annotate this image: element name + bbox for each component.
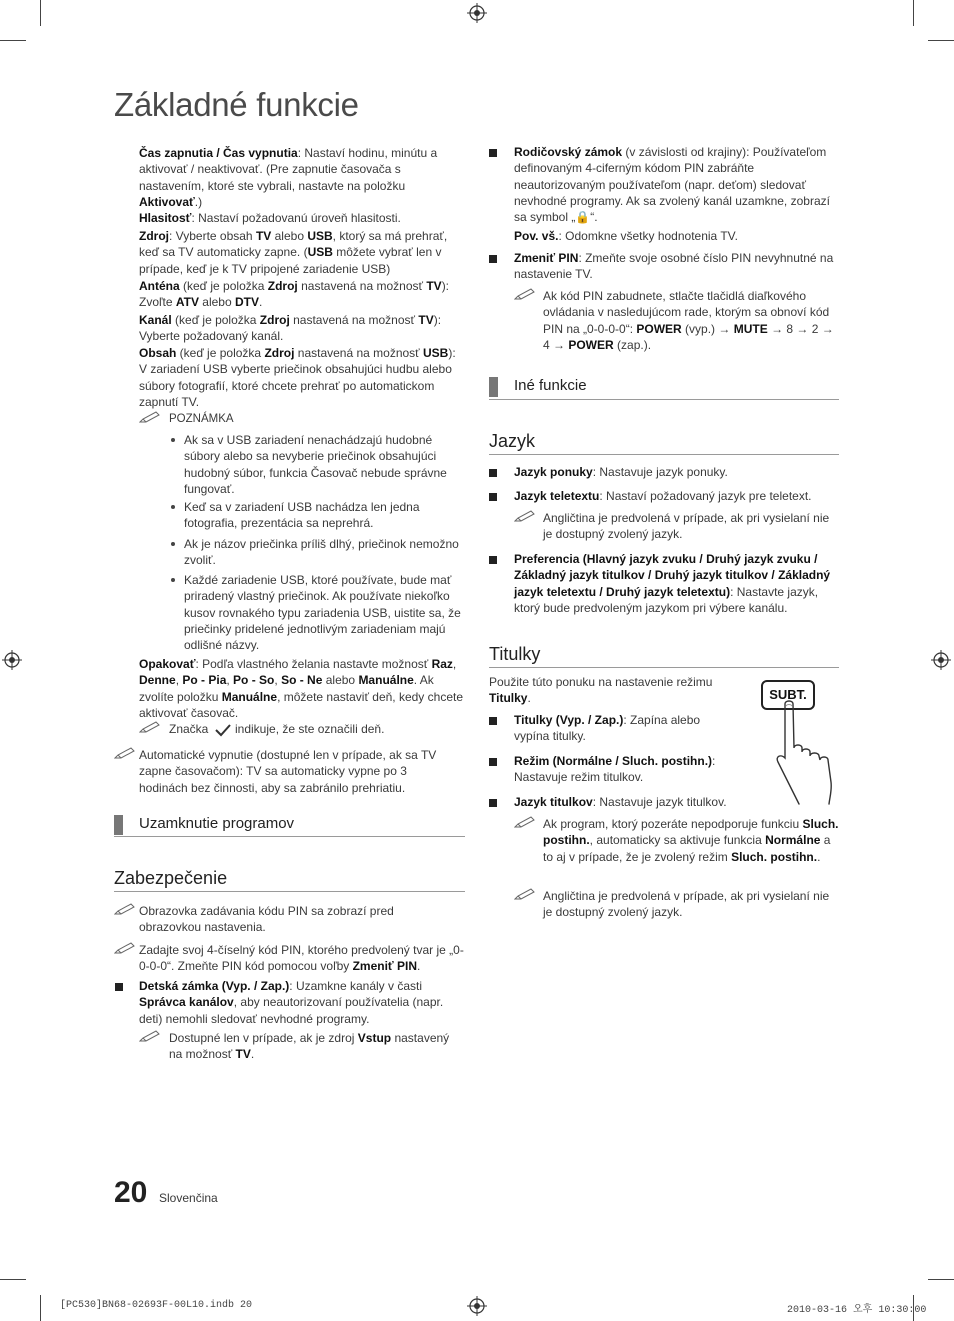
section-rule xyxy=(114,836,465,837)
bullet-dot xyxy=(171,542,175,546)
contents-text: Obsah (keď je položka Zdroj nastavená na možnosť USB): V zariadení USB vyberte priečinok obsahujúci hudbu alebo súbory fotografií, ktoré chcete prehrať po automatickom zapnutí TV. xyxy=(139,346,456,409)
registration-mark-icon xyxy=(467,3,487,23)
note-bullet: Každé zariadenie USB, ktoré používate, bude mať priradený vlastný priečinok. Ak používate niekoľko kusov rovnakého typu zariadenia USB, uistite sa, že priečinky pridelené jednotlivým zariadeniam majú odlišné názvy. xyxy=(184,573,461,653)
parental-lock-text: Rodičovský zámok (v závislosti od krajiny): Používateľom definovaným 4-ciferným kódom PIN zabráňte neautorizovaným používateľom (napr. deťom) sledovať nevhodné programy. Ak sa zvolený kanál uzamkne, zobrazí sa symbol „🔒“. xyxy=(514,145,830,225)
pin-reset-note: Ak kód PIN zabudnete, stlačte tlačidlá diaľkového ovládania v nasledujúcom rade, ktorým sa obnoví kód PIN na „0-0-0-0“: POWER (vyp.) → MUTE → 8 → 2 → 4 → POWER (zap.). xyxy=(543,289,834,352)
subtitles-onoff-text: Titulky (Vyp. / Zap.): Zapína alebo vypína titulky. xyxy=(514,713,701,744)
bullet-dot xyxy=(171,438,175,442)
channel-text: Kanál (keď je položka Zdroj nastavená na možnosť TV): Vyberte požadovaný kanál. xyxy=(139,313,442,344)
bullet-square xyxy=(115,983,123,991)
registration-mark-icon xyxy=(467,1296,487,1316)
note-pencil-icon xyxy=(139,720,161,734)
child-lock-note: Dostupné len v prípade, ak je zdroj Vstup nastavený na možnosť TV. xyxy=(169,1031,450,1062)
crop-mark xyxy=(0,1279,26,1280)
security-heading: Zabezpečenie xyxy=(114,868,228,888)
other-functions-subhead: Iné funkcie xyxy=(514,377,587,394)
section-rule xyxy=(489,454,839,455)
mark-note-b: indikuje, že ste označili deň. xyxy=(235,722,385,736)
page-title: Základné funkcie xyxy=(114,86,359,123)
mark-note-a: Značka xyxy=(169,722,209,736)
bullet-square xyxy=(489,758,497,766)
source-text: Zdroj: Vyberte obsah TV alebo USB, ktorý sa má prehrať, keď sa TV automaticky zapne. (USB môžete vybrať len v prípade, keď je k TV pripojené zariadenie USB) xyxy=(139,229,448,276)
pointing-hand-icon xyxy=(775,700,841,806)
section-rule xyxy=(114,891,465,892)
page-number: 20 xyxy=(114,1176,148,1209)
bullet-square xyxy=(489,717,497,725)
crop-mark xyxy=(0,40,26,41)
note-pencil-icon xyxy=(514,509,536,523)
section-rule xyxy=(489,399,839,400)
section-rule xyxy=(489,667,839,668)
reset-all-text: Pov. vš.: Odomkne všetky hodnotenia TV. xyxy=(514,229,738,243)
subtitles-mode-text: Režim (Normálne / Sluch. postihn.): Nastavuje režim titulkov. xyxy=(514,754,716,785)
bullet-dot xyxy=(171,578,175,582)
bullet-square xyxy=(489,799,497,807)
registration-mark-icon xyxy=(2,650,22,670)
bullet-square xyxy=(489,493,497,501)
crop-mark xyxy=(40,1295,41,1321)
change-pin-text: Zmeniť PIN: Zmeňte svoje osobné číslo PIN nevyhnutné na nastavenie TV. xyxy=(514,251,834,282)
checkmark-icon xyxy=(214,723,232,737)
subsection-bar xyxy=(489,377,498,397)
security-note-2: Zadajte svoj 4-číselný kód PIN, ktorého predvolený tvar je „0-0-0-0“. Zmeňte PIN kód pomocou voľby Zmeniť PIN. xyxy=(139,943,464,974)
crop-mark xyxy=(913,0,914,26)
crop-mark xyxy=(928,40,954,41)
registration-mark-icon xyxy=(931,650,951,670)
lock-subhead: Uzamknutie programov xyxy=(139,815,295,832)
repeat-text: Opakovať: Podľa vlastného želania nastavte možnosť Raz, Denne, Po - Pia, Po - So, So - Ne alebo Manuálne. Ak zvolíte položku Manuálne, môžete nastaviť deň, kedy chcete aktivovať časovač. xyxy=(139,657,463,720)
note-pencil-icon xyxy=(114,902,136,916)
subtitles-heading: Titulky xyxy=(489,644,541,664)
subtitles-language-text: Jazyk titulkov: Nastavuje jazyk titulkov. xyxy=(514,795,727,809)
bullet-square xyxy=(489,149,497,157)
menu-language-text: Jazyk ponuky: Nastavuje jazyk ponuky. xyxy=(514,465,728,479)
footer-file-info: [PC530]BN68-02693F-00L10.indb 20 xyxy=(60,1300,253,1311)
note-pencil-icon xyxy=(114,746,136,760)
note-bullet: Keď sa v zariadení USB nachádza len jedna fotografia, prezentácia sa neprehrá. xyxy=(184,500,420,531)
teletext-language-text: Jazyk teletextu: Nastaví požadovaný jazyk pre teletext. xyxy=(514,489,812,503)
note-bullet: Ak je názov priečinka príliš dlhý, priečinok nemožno zvoliť. xyxy=(184,537,459,568)
preference-text: Preferencia (Hlavný jazyk zvuku / Druhý jazyk zvuku / Základný jazyk titulkov / Druhý jazyk titulkov / Základný jazyk teletextu / Druhý jazyk teletextu): Nastavte jazyk, ktorý bude predvoleným jazykom pri výbere kanálu. xyxy=(514,552,831,615)
crop-mark xyxy=(928,1279,954,1280)
subtitles-intro: Použite túto ponuku na nastavenie režimu Titulky. xyxy=(489,675,713,706)
bullet-square xyxy=(489,556,497,564)
note-pencil-icon xyxy=(514,287,536,301)
antenna-text: Anténa (keď je položka Zdroj nastavená na možnosť TV): Zvoľte ATV alebo DTV. xyxy=(139,279,450,310)
bullet-square xyxy=(489,255,497,263)
child-lock-text: Detská zámka (Vyp. / Zap.): Uzamkne kanály v časti Správca kanálov, aby neautorizovaní používatelia (napr. deti) nemohli sledovať nevhodné programy. xyxy=(139,979,444,1026)
footer-language: Slovenčina xyxy=(159,1191,218,1205)
security-note-1: Obrazovka zadávania kódu PIN sa zobrazí pred obrazovkou nastavenia. xyxy=(139,904,394,935)
note-pencil-icon xyxy=(139,410,161,424)
note-pencil-icon xyxy=(514,815,536,829)
subtitles-note-2: Angličtina je predvolená v prípade, ak pri vysielaní nie je dostupný zvolený jazyk. xyxy=(543,889,830,920)
footer-timestamp: 2010-03-16 오후 10:30:00 xyxy=(787,1305,927,1316)
subsection-bar xyxy=(114,815,123,835)
teletext-note: Angličtina je predvolená v prípade, ak pri vysielaní nie je dostupný zvolený jazyk. xyxy=(543,511,830,542)
auto-off-note: Automatické vypnutie (dostupné len v prípade, ak sa TV zapne časovačom): TV sa automaticky vypne po 3 hodinách bez činnosti, aby sa zabránilo prehriatiu. xyxy=(139,748,437,795)
crop-mark xyxy=(40,0,41,26)
timer-on-off-text: Čas zapnutia / Čas vypnutia: Nastaví hodinu, minútu a aktivovať / neaktivovať. (Pre zapnutie časovača s nastavením, ktoré ste vybrali, nastavte na položku Aktivovať.) xyxy=(139,146,438,209)
note-bullet: Ak sa v USB zariadení nenachádzajú hudobné súbory alebo sa nevyberie priečinok obsahujúci hudobný súbor, funkcia Časovač nebude správne fungovať. xyxy=(184,433,447,496)
note-pencil-icon xyxy=(514,887,536,901)
bullet-square xyxy=(489,469,497,477)
subtitles-note-1: Ak program, ktorý pozeráte nepodporuje funkciu Sluch. postihn., automaticky sa aktivuje funkcia Normálne a to aj v prípade, že je zvolený režim Sluch. postihn.. xyxy=(543,817,839,864)
note-label: POZNÁMKA xyxy=(169,413,234,425)
language-heading: Jazyk xyxy=(489,431,536,451)
bullet-dot xyxy=(171,505,175,509)
volume-text: Hlasitosť: Nastaví požadovanú úroveň hlasitosti. xyxy=(139,211,401,225)
note-pencil-icon xyxy=(114,941,136,955)
subt-remote-button: SUBT. xyxy=(761,680,815,710)
note-pencil-icon xyxy=(139,1029,161,1043)
